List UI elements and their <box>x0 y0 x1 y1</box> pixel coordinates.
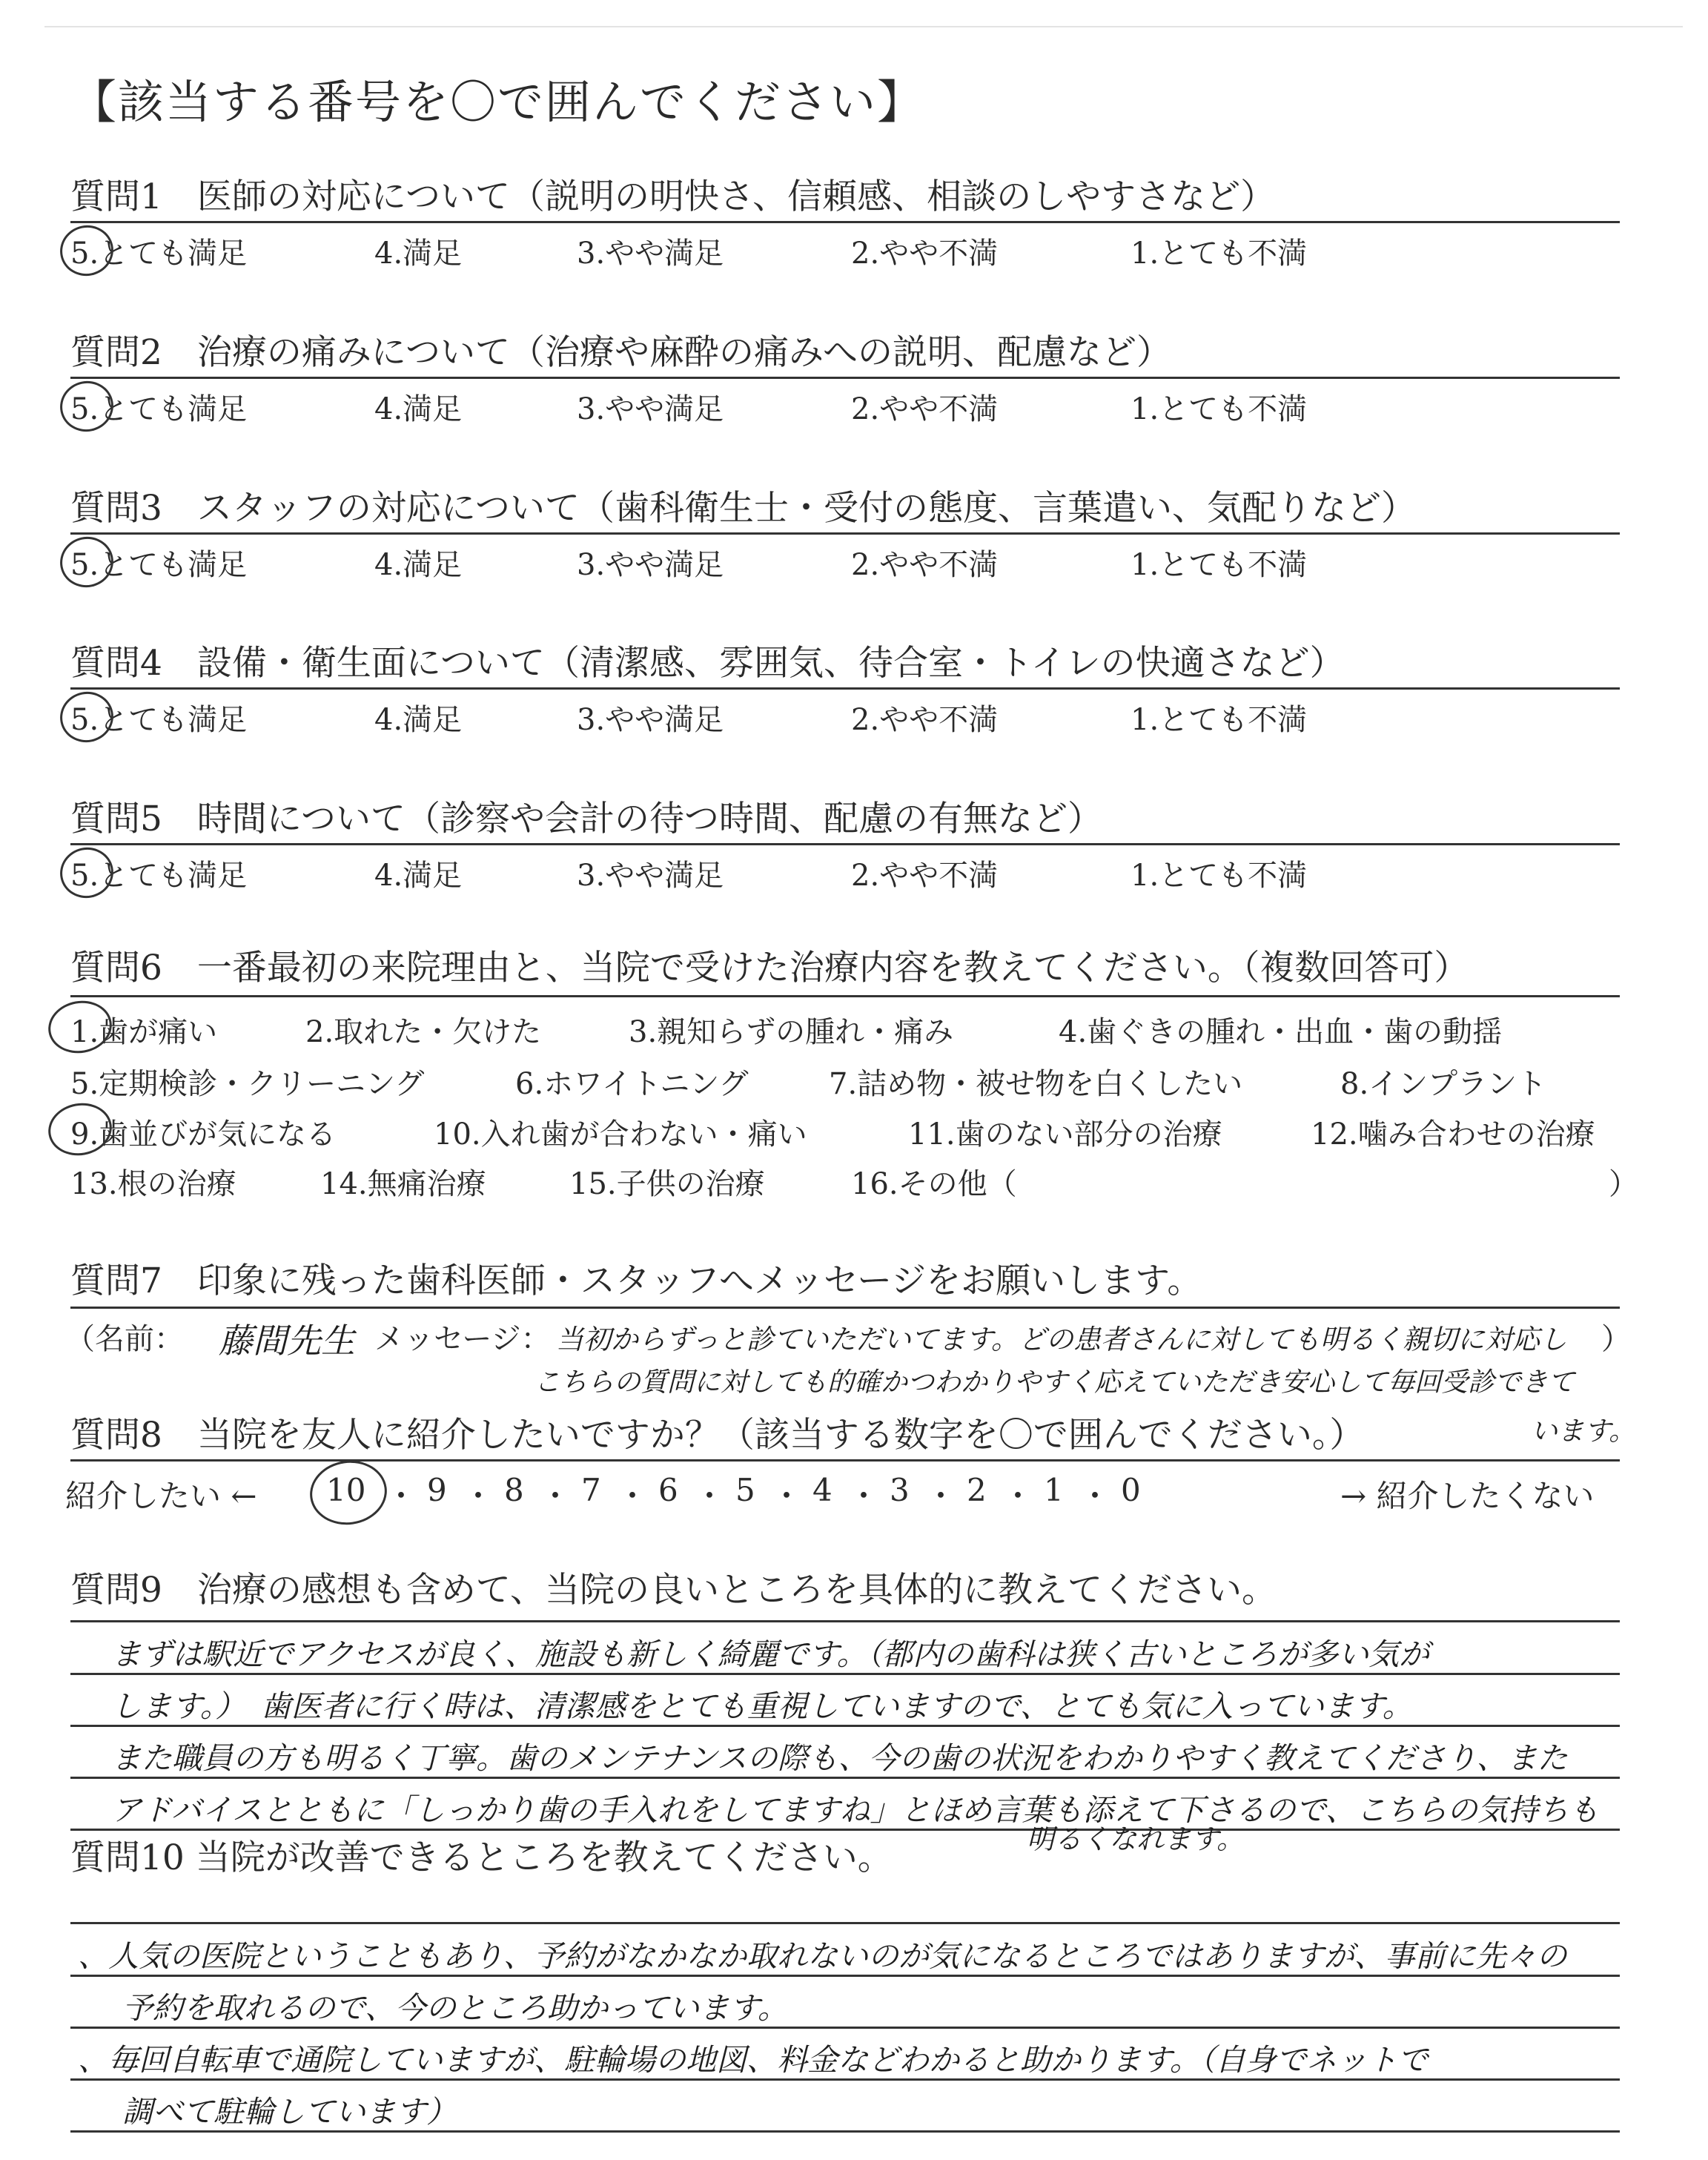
q6-option-16: 16.その他（ <box>851 1167 1017 1201</box>
q5-option-2: 2.やや不満 <box>851 859 999 893</box>
q1-label: 質問1 医師の対応について（説明の明快さ、信頼感、相談のしやすさなど） <box>70 176 1276 217</box>
q6-rule <box>70 995 1620 997</box>
q9-handwritten-line-3: また職員の方も明るく丁寧。歯のメンテナンスの際も、今の歯の状況をわかりやすく教えてくださり、また <box>111 1740 1568 1776</box>
q6-option-6: 6.ホワイトニング <box>515 1067 749 1101</box>
q6-option-4: 4.歯ぐきの腫れ・出血・歯の動揺 <box>1059 1015 1503 1049</box>
q4-option-2: 2.やや不満 <box>851 703 999 737</box>
q8-scale-value-4: 4 <box>812 1472 833 1508</box>
q8-scale-dot: ・ <box>385 1478 417 1514</box>
q6-option-12: 12.噛み合わせの治療 <box>1311 1117 1595 1152</box>
q6-option-5: 5.定期検診・クリーニング <box>70 1067 425 1101</box>
q3-option-2: 2.やや不満 <box>851 548 999 582</box>
q3-option-1: 1.とても不満 <box>1131 548 1308 582</box>
q2-rule <box>70 377 1620 379</box>
q3-option-4: 4.満足 <box>374 548 463 582</box>
q8-left-label: 紹介したい ← <box>65 1478 257 1514</box>
q7-name-prefix: （名前： <box>65 1322 184 1356</box>
q8-right-label: → 紹介したくない <box>1340 1478 1595 1514</box>
q8-scale-value-10: 10 <box>326 1472 366 1508</box>
q2-option-3: 3.やや満足 <box>577 392 724 426</box>
q8-scale-dot: ・ <box>540 1478 572 1514</box>
q10-handwritten-line-4: 調べて駐輪しています） <box>122 2094 457 2130</box>
page-top-edge <box>44 26 1683 27</box>
q9-top-rule <box>70 1620 1620 1622</box>
q8-scale-dot: ・ <box>925 1478 957 1514</box>
q8-scale-dot: ・ <box>771 1478 803 1514</box>
q8-scale-dot: ・ <box>463 1478 494 1514</box>
q8-scale-dot: ・ <box>617 1478 649 1514</box>
q6-option-14: 14.無痛治療 <box>320 1167 486 1201</box>
q6-option-13: 13.根の治療 <box>70 1167 236 1201</box>
q8-scale-value-0: 0 <box>1121 1472 1141 1508</box>
q8-scale-value-3: 3 <box>890 1472 910 1508</box>
q8-scale-dot: ・ <box>848 1478 880 1514</box>
q8-scale-value-7: 7 <box>581 1472 601 1508</box>
q4-option-5: 5.とても満足 <box>70 703 248 737</box>
q6-option-1: 1.歯が痛い <box>70 1015 218 1049</box>
q5-option-3: 3.やや満足 <box>577 859 724 893</box>
q4-option-1: 1.とても不満 <box>1131 703 1308 737</box>
q8-label: 質問8 当院を友人に紹介したいですか？（該当する数字を〇で囲んでください。） <box>70 1415 1365 1456</box>
q5-rule <box>70 843 1620 845</box>
q5-label: 質問5 時間について（診察や会計の待つ時間、配慮の有無など） <box>70 799 1102 839</box>
q7-rule <box>70 1307 1620 1309</box>
q3-option-5: 5.とても満足 <box>70 548 248 582</box>
q1-option-5: 5.とても満足 <box>70 237 248 271</box>
q8-selection-circle <box>306 1456 391 1530</box>
q6-option-10: 10.入れ歯が合わない・痛い <box>434 1117 807 1152</box>
q9-handwritten-line-2: します。） 歯医者に行く時は、清潔感をとても重視していますので、とても気に入っています。 <box>111 1688 1413 1724</box>
q6-option-3: 3.親知らずの腫れ・痛み <box>629 1015 954 1049</box>
q9-handwritten-line-4: アドバイスとともに「しっかり歯の手入れをしてますね」とほめ言葉も添えて下さるので、こちらの気持ちも <box>111 1792 1599 1828</box>
q2-option-2: 2.やや不満 <box>851 392 999 426</box>
q6-option-11: 11.歯のない部分の治療 <box>908 1117 1222 1152</box>
q1-rule <box>70 221 1620 223</box>
q8-scale-value-2: 2 <box>967 1472 987 1508</box>
q7-message-line1: 当初からずっと診ていただいてます。どの患者さんに対しても明るく親切に対応し <box>556 1324 1567 1355</box>
q7-label: 質問7 印象に残った歯科医師・スタッフへメッセージをお願いします。 <box>70 1261 1202 1301</box>
q3-option-3: 3.やや満足 <box>577 548 724 582</box>
q2-option-5: 5.とても満足 <box>70 392 248 426</box>
q9-label: 質問9 治療の感想も含めて、当院の良いところを具体的に教えてください。 <box>70 1570 1277 1611</box>
q5-option-4: 4.満足 <box>374 859 463 893</box>
q6-option-2: 2.取れた・欠けた <box>305 1015 542 1049</box>
q10-handwritten-line-1: 、人気の医院ということもあり、予約がなかなか取れないのが気になるところではありますが、事前に先々の <box>78 1938 1567 1974</box>
q4-label: 質問4 設備・衛生面について（清潔感、雰囲気、待合室・トイレの快適さなど） <box>70 643 1345 684</box>
q10-label: 質問10 当院が改善できるところを教えてください。 <box>70 1837 893 1878</box>
q8-scale-value-8: 8 <box>504 1472 524 1508</box>
q8-rule <box>70 1459 1620 1462</box>
q8-scale-dot: ・ <box>694 1478 726 1514</box>
q4-option-3: 3.やや満足 <box>577 703 724 737</box>
q8-overflow-text: います。 <box>1531 1416 1636 1447</box>
q1-option-2: 2.やや不満 <box>851 237 999 271</box>
q5-option-5: 5.とても満足 <box>70 859 248 893</box>
q6-option-9: 9.歯並びが気になる <box>70 1117 337 1152</box>
q8-scale-value-9: 9 <box>427 1472 447 1508</box>
q3-rule <box>70 532 1620 535</box>
q10-top-rule <box>70 1922 1620 1924</box>
q9-handwritten-line-5: 明るくなれます。 <box>1027 1823 1245 1855</box>
q10-handwritten-line-2: 予約を取れるので、今のところ助かっています。 <box>122 1990 788 2026</box>
q1-option-1: 1.とても不満 <box>1131 237 1308 271</box>
q2-label: 質問2 治療の痛みについて（治療や麻酔の痛みへの説明、配慮など） <box>70 332 1172 373</box>
q6-label: 質問6 一番最初の来院理由と、当院で受けた治療内容を教えてください。（複数回答可） <box>70 948 1469 988</box>
q8-scale-value-6: 6 <box>658 1472 678 1508</box>
q8-scale-value-5: 5 <box>735 1472 755 1508</box>
q7-message-prefix: メッセージ： <box>374 1322 551 1356</box>
q6-option-15: 15.子供の治療 <box>569 1167 765 1201</box>
q6-option-7: 7.詰め物・被せ物を白くしたい <box>829 1067 1243 1101</box>
q2-option-4: 4.満足 <box>374 392 463 426</box>
q4-option-4: 4.満足 <box>374 703 463 737</box>
q10-handwritten-line-3: 、毎回自転車で通院していますが、駐輪場の地図、料金などわかると助かります。（自身でネットで <box>78 2042 1429 2078</box>
q7-message-line2: こちらの質問に対しても的確かつわかりやすく応えていただき安心して毎回受診できて <box>534 1367 1575 1398</box>
q8-scale-dot: ・ <box>1079 1478 1111 1514</box>
q5-option-1: 1.とても不満 <box>1131 859 1308 893</box>
q7-paren-close: ） <box>1601 1322 1631 1356</box>
q8-scale-value-1: 1 <box>1044 1472 1064 1508</box>
q6-option-8: 8.インプラント <box>1340 1067 1547 1101</box>
q1-option-3: 3.やや満足 <box>577 237 724 271</box>
q6-other-close: ） <box>1609 1167 1638 1201</box>
q8-scale-dot: ・ <box>1002 1478 1034 1514</box>
q1-option-4: 4.満足 <box>374 237 463 271</box>
q4-rule <box>70 687 1620 690</box>
q3-label: 質問3 スタッフの対応について（歯科衛生士・受付の態度、言葉遣い、気配りなど） <box>70 488 1416 529</box>
page-heading: 【該当する番号を〇で囲んでください】 <box>70 75 925 129</box>
q7-name-value: 藤間先生 <box>219 1321 355 1361</box>
q2-option-1: 1.とても不満 <box>1131 392 1308 426</box>
q9-handwritten-line-1: まずは駅近でアクセスが良く、施設も新しく綺麗です。（都内の歯科は狭く古いところが多い気が <box>111 1636 1430 1672</box>
